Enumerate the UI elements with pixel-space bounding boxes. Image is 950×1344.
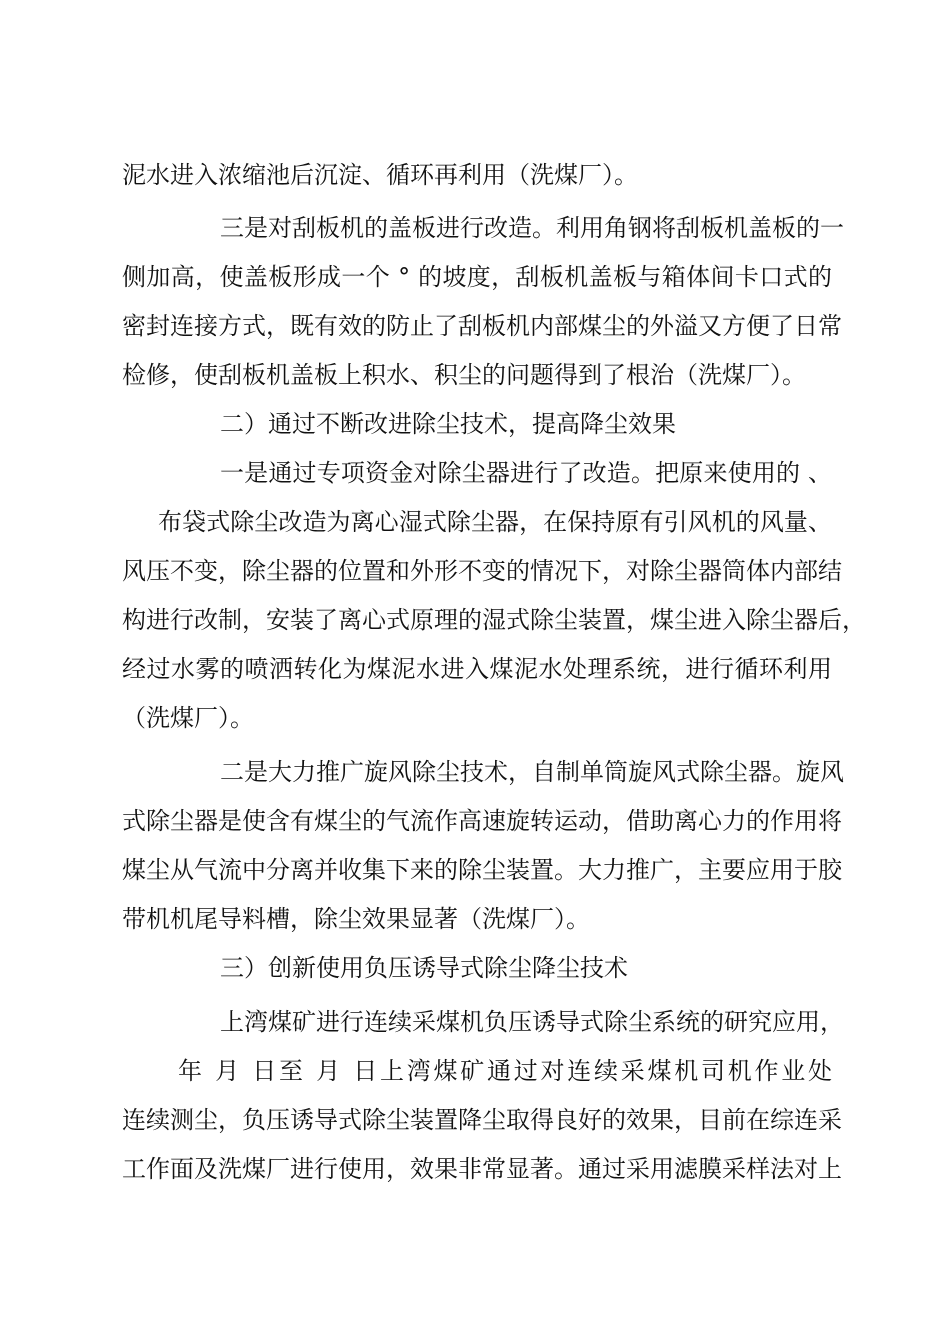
section-heading: 二）通过不断改进除尘技术，提高降尘效果 (220, 410, 676, 438)
text-line: 侧加高，使盖板形成一个 ° 的坡度，刮板机盖板与箱体间卡口式的 (122, 263, 832, 291)
paragraph-start-line: 三是对刮板机的盖板进行改造。利用角钢将刮板机盖板的一 (220, 214, 844, 242)
text-line: 检修，使刮板机盖板上积水、积尘的问题得到了根治（洗煤厂）。 (122, 361, 806, 389)
text-line: 式除尘器是使含有煤尘的气流作高速旋转运动，借助离心力的作用将 (122, 807, 842, 835)
text-line: 年 月 日至 月 日上湾煤矿通过对连续采煤机司机作业处 (178, 1057, 832, 1085)
paragraph-start-line: 二是大力推广旋风除尘技术，自制单筒旋风式除尘器。旋风 (220, 758, 844, 786)
text-line: 布袋式除尘改造为离心湿式除尘器，在保持原有引风机的风量、 (158, 508, 832, 536)
text-line: （洗煤厂）。 (122, 704, 254, 732)
text-line: 风压不变，除尘器的位置和外形不变的情况下，对除尘器筒体内部结 (122, 557, 842, 585)
text-line: 泥水进入浓缩池后沉淀、循环再利用（洗煤厂）。 (122, 161, 638, 189)
paragraph-start-line: 上湾煤矿进行连续采煤机负压诱导式除尘系统的研究应用， (220, 1008, 844, 1036)
text-line: 工作面及洗煤厂进行使用，效果非常显著。通过采用滤膜采样法对上 (122, 1155, 842, 1183)
text-line: 带机机尾导料槽，除尘效果显著（洗煤厂）。 (122, 905, 590, 933)
paragraph-start-line: 一是通过专项资金对除尘器进行了改造。把原来使用的 、 (220, 459, 832, 487)
text-line: 连续测尘，负压诱导式除尘装置降尘取得良好的效果，目前在综连采 (122, 1106, 842, 1134)
text-line: 构进行改制，安装了离心式原理的湿式除尘装置，煤尘进入除尘器后， (122, 606, 866, 634)
text-line: 经过水雾的喷洒转化为煤泥水进入煤泥水处理系统，进行循环利用 (122, 655, 832, 683)
section-heading: 三）创新使用负压诱导式除尘降尘技术 (220, 954, 628, 982)
text-line: 煤尘从气流中分离并收集下来的除尘装置。大力推广，主要应用于胶 (122, 856, 842, 884)
text-line: 密封连接方式，既有效的防止了刮板机内部煤尘的外溢又方便了日常 (122, 312, 842, 340)
